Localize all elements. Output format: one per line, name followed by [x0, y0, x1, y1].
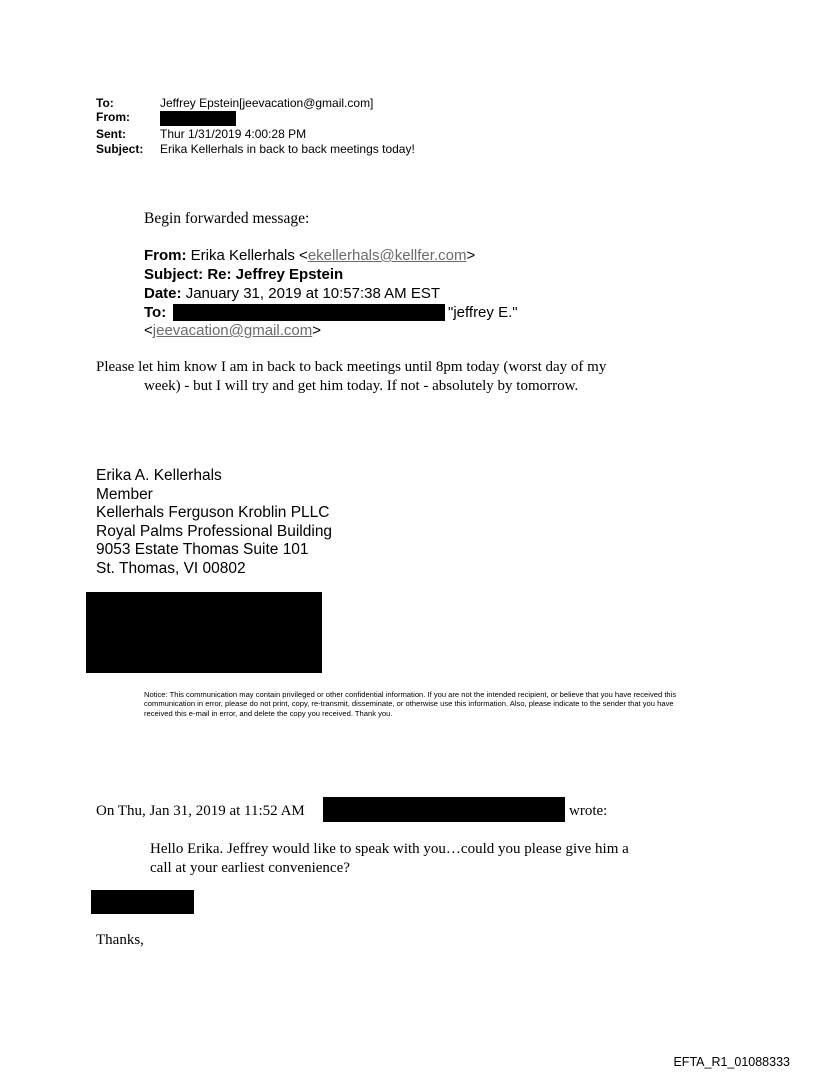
header-from-row: [96, 110, 160, 124]
header-subject-value: Erika Kellerhals in back to back meetings today!: [160, 142, 415, 156]
forwarded-date-label: Date:: [144, 285, 182, 302]
forwarded-intro: Begin forwarded message:: [144, 210, 310, 227]
forwarded-to-email-link[interactable]: jeevacation@gmail.com: [152, 322, 313, 339]
signature-building: Royal Palms Professional Building: [96, 523, 333, 540]
redaction-box: [173, 304, 445, 321]
signature-city: St. Thomas, VI 00802: [96, 560, 246, 577]
redaction-box: [86, 592, 322, 673]
header-subject-row: [96, 142, 415, 156]
quoted-hello-line-2: call at your earliest convenience?: [150, 860, 350, 876]
forwarded-from-email-link[interactable]: ekellerhals@kellfer.com: [307, 247, 467, 264]
forwarded-from-line: [144, 247, 475, 265]
forwarded-to-name: "jeffrey E.": [448, 304, 518, 321]
forwarded-to-email-close: >: [312, 322, 321, 339]
forwarded-date-value: January 31, 2019 at 10:57:38 AM EST: [185, 285, 441, 302]
forwarded-from-name: Erika Kellerhals <: [190, 247, 308, 264]
signature-title: Member: [96, 486, 153, 503]
redaction-box: [160, 111, 236, 126]
closing-thanks: Thanks,: [96, 932, 144, 948]
document-id: EFTA_R1_01088333: [673, 1055, 790, 1069]
header-sent-label: Sent:: [96, 127, 126, 141]
forwarded-from-label: From:: [144, 247, 187, 264]
header-to-label: To:: [96, 96, 114, 110]
forwarded-to-label: To:: [144, 304, 167, 321]
quoted-wrote: wrote:: [569, 803, 608, 819]
signature-street: 9053 Estate Thomas Suite 101: [96, 541, 309, 558]
forwarded-date-line: [144, 285, 440, 303]
redaction-box: [91, 890, 194, 914]
header-to-value: Jeffrey Epstein[jeevacation@gmail.com]: [160, 96, 374, 110]
redaction-box: [323, 797, 565, 822]
forwarded-from-close: >: [466, 247, 476, 264]
message-line-1: Please let him know I am in back to back meetings until 8pm today (worst day of my: [96, 359, 607, 375]
forwarded-subject-line: Subject: Re: Jeffrey Epstein: [144, 266, 344, 283]
quoted-on-line: On Thu, Jan 31, 2019 at 11:52 AM: [96, 803, 305, 819]
forwarded-to-line: [144, 304, 166, 322]
confidentiality-notice: Notice: This communication may contain privileged or other confidential information. If you are not the intended recipient, or believe that you have received this communication in error, please do not print, copy, re-transmit, disseminate, or otherwise use this information. Also, please indicate to the sender that you have received this e-mail in error, and delete the copy you received. Thank you.: [144, 690, 677, 718]
forwarded-to-email-line: [144, 322, 321, 340]
header-to-row: [96, 96, 373, 110]
header-sent-value: Thur 1/31/2019 4:00:28 PM: [160, 127, 307, 141]
signature-firm: Kellerhals Ferguson Kroblin PLLC: [96, 504, 330, 521]
header-sent-row: [96, 127, 306, 141]
message-line-2: week) - but I will try and get him today. If not - absolutely by tomorrow.: [144, 378, 579, 394]
header-subject-label: Subject:: [96, 142, 144, 156]
quoted-hello-line-1: Hello Erika. Jeffrey would like to speak with you…could you please give him a: [150, 841, 629, 857]
signature-name: Erika A. Kellerhals: [96, 467, 222, 484]
forwarded-to-email-open: <: [144, 322, 153, 339]
header-from-label: From:: [96, 110, 130, 124]
